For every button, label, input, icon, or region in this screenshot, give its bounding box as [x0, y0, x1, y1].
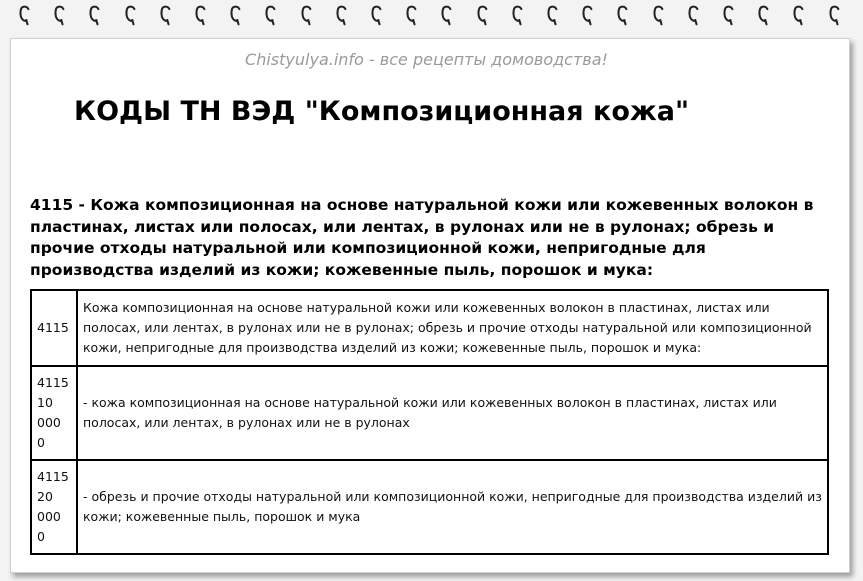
spiral-binding-ring-icon [616, 4, 630, 26]
table-row [31, 290, 828, 366]
code-part: 10 [37, 395, 53, 410]
table-row [31, 366, 828, 460]
spiral-binding-ring-icon [300, 4, 314, 26]
code-part: 20 [37, 489, 53, 504]
page-title: КОДЫ ТН ВЭД "Композиционная кожа" [74, 96, 690, 127]
spiral-binding-ring-icon [124, 4, 138, 26]
spiral-binding-ring-icon [581, 4, 595, 26]
section-heading: 4115 - Кожа композиционная на основе натуральной кожи или кожевенных волокон в пластинах, листах или полосах, или лентах, в рулонах или не в рулонах; обрезь и прочие отходы натуральной или композиционной кожи, непригодные для производства изделий из кожи; кожевенные пыль, порошок и мука: [30, 196, 814, 279]
spiral-binding-ring-icon [792, 4, 806, 26]
description-cell: - кожа композиционная на основе натуральной кожи или кожевенных волокон в пластинах, листах или полосах, или лентах, в рулонах или не в рулонах [77, 366, 828, 460]
spiral-binding-ring-icon [405, 4, 419, 26]
spiral-binding-ring-icon [18, 4, 32, 26]
code-part: 0 [37, 435, 45, 450]
spiral-binding-ring-icon [194, 4, 208, 26]
spiral-binding-ring-icon [757, 4, 771, 26]
spiral-binding-ring-icon [440, 4, 454, 26]
spiral-binding [0, 0, 863, 40]
spiral-binding-ring-icon [687, 4, 701, 26]
code-part: 4115 [37, 375, 69, 390]
spiral-binding-ring-icon [53, 4, 67, 26]
description-cell: - обрезь и прочие отходы натуральной или композиционной кожи, непригодные для производства изделий из кожи; кожевенные пыль, порошок и мука [77, 460, 828, 554]
spiral-binding-ring-icon [511, 4, 525, 26]
code-cell [31, 290, 77, 366]
spiral-binding-ring-icon [652, 4, 666, 26]
spiral-binding-ring-icon [370, 4, 384, 26]
spiral-binding-ring-icon [828, 4, 842, 26]
code-part: 4115 [37, 469, 69, 484]
spiral-binding-ring-icon [546, 4, 560, 26]
table-row [31, 460, 828, 554]
code-part: 000 [37, 509, 61, 524]
source-caption: Chistyulya.info - все рецепты домоводства! [245, 50, 608, 69]
spiral-binding-ring-icon [335, 4, 349, 26]
spiral-binding-ring-icon [229, 4, 243, 26]
code-part: 4115 [37, 320, 69, 335]
spiral-binding-ring-icon [88, 4, 102, 26]
spiral-binding-ring-icon [722, 4, 736, 26]
code-cell [31, 366, 77, 460]
code-cell [31, 460, 77, 554]
spiral-binding-ring-icon [264, 4, 278, 26]
code-part: 0 [37, 529, 45, 544]
spiral-binding-ring-icon [159, 4, 173, 26]
description-cell: Кожа композиционная на основе натуральной кожи или кожевенных волокон в пластинах, листах или полосах, или лентах, в рулонах или не в рулонах; обрезь и прочие отходы натуральной или композиционной кожи, непригодные для производства изделий из кожи; кожевенные пыль, порошок и мука: [77, 290, 828, 366]
codes-table [30, 289, 829, 555]
code-part: 000 [37, 415, 61, 430]
spiral-binding-ring-icon [476, 4, 490, 26]
